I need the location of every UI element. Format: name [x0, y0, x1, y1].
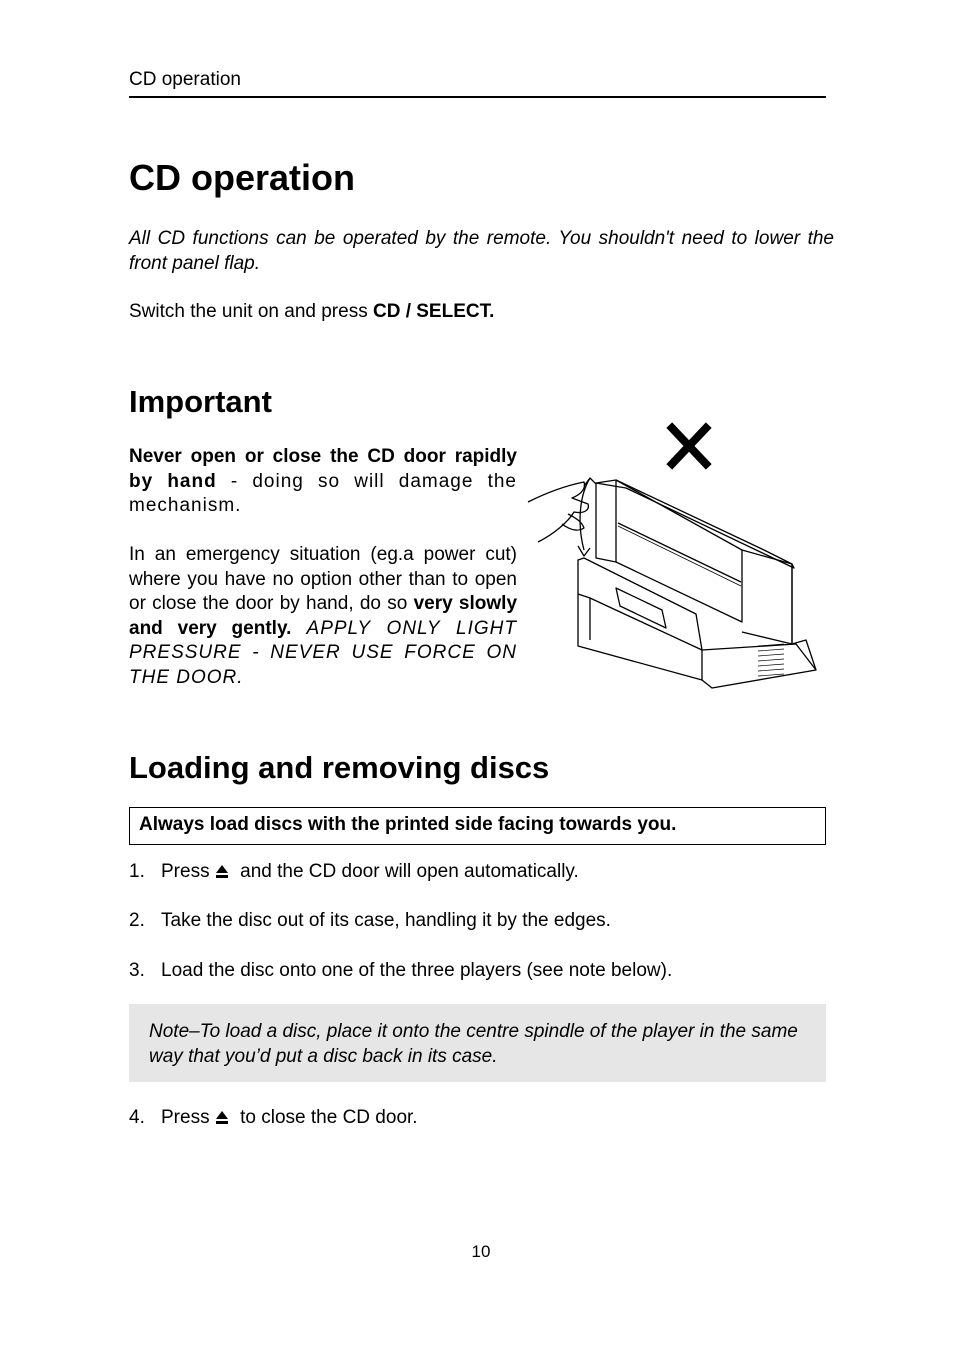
running-header-title: CD operation: [129, 69, 241, 90]
step-text-pre: Press: [161, 1107, 215, 1128]
switch-instruction-text: Switch the unit on and press: [129, 301, 373, 322]
cd-select-button-name: CD / SELECT.: [372, 301, 495, 322]
step-text: Load the disc onto one of the three players (see note below).: [161, 960, 673, 981]
emergency-text: In an emergency situation (eg.a power cut) where you have no option other than to open or close the door by hand, do so: [129, 544, 517, 614]
load-orientation-note-text: Always load discs with the printed side facing towards you.: [139, 814, 677, 835]
warning-bold-a: Never open or close the CD door rapidly: [129, 446, 517, 467]
eject-icon: [215, 1111, 229, 1125]
step-number: 4.: [129, 1107, 145, 1128]
load-orientation-note: [129, 807, 826, 845]
step-text-post: and the CD door will open automatically.: [234, 861, 579, 882]
section-heading-important: Important: [129, 384, 272, 419]
step-text-pre: Press: [161, 861, 215, 882]
step-text: Take the disc out of its case, handling it by the edges.: [161, 910, 611, 931]
important-paragraph-1: [129, 445, 517, 519]
step-text-post: to close the CD door.: [234, 1107, 418, 1128]
warning-bold-b: by hand: [129, 470, 217, 492]
step-text: [161, 1106, 418, 1130]
loading-note-box: [129, 1004, 826, 1082]
step-number: 1.: [129, 861, 145, 882]
switch-instruction: [129, 300, 829, 324]
step-number: 2.: [129, 910, 145, 931]
step-text: [161, 860, 579, 884]
intro-text: All CD functions can be operated by the remote. You shouldn't need to lower the front panel flap.: [129, 228, 834, 274]
section-heading-loading: Loading and removing discs: [129, 750, 550, 785]
running-header: [129, 68, 826, 98]
important-text: [129, 445, 517, 690]
step-number: 3.: [129, 960, 145, 981]
warning-rest: - doing so will damage the mechanism.: [129, 470, 517, 516]
emergency-bold: very slowly and very gently.: [129, 593, 518, 639]
important-paragraph-2: [129, 543, 517, 690]
loading-note-text: Note–To load a disc, place it onto the centre spindle of the player in the same way that you’d put a disc back in its case.: [149, 1021, 798, 1067]
page-number: 10: [471, 1242, 491, 1261]
page-title: CD operation: [129, 157, 356, 198]
emergency-italic: APPLY ONLY LIGHT PRESSURE - NEVER USE FORCE ON THE DOOR.: [129, 617, 517, 688]
cross-icon: [672, 428, 706, 464]
eject-icon: [215, 865, 229, 879]
cd-door-warning-illustration: [526, 418, 818, 690]
